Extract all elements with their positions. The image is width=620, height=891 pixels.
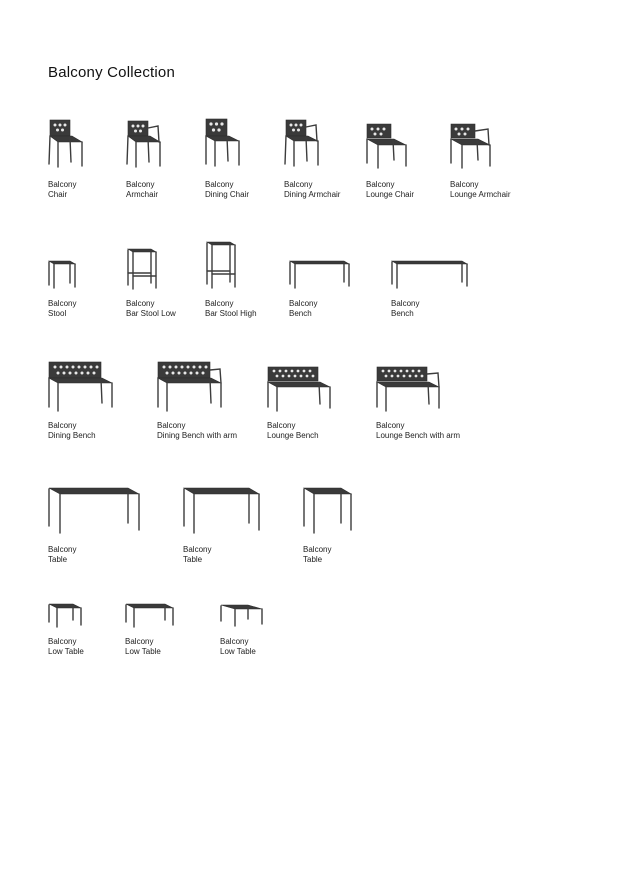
caption-bench-short [289, 299, 317, 318]
product-name: Balcony [376, 421, 405, 430]
product-name: Balcony [289, 299, 318, 308]
table-large-illustration [48, 486, 142, 536]
caption-bar-stool-low [126, 299, 176, 318]
caption-table-large [48, 545, 76, 564]
stool-illustration [48, 258, 78, 290]
product-variant: Lounge Armchair [450, 189, 511, 199]
dining-chair-illustration [205, 118, 245, 170]
caption-bar-stool-high [205, 299, 257, 318]
product-variant: Bench [289, 308, 312, 318]
product-name: Balcony [48, 545, 77, 554]
product-name: Balcony [391, 299, 420, 308]
caption-lounge-bench-arm [376, 421, 460, 440]
caption-low-table-square [220, 637, 256, 656]
product-variant: Lounge Bench with arm [376, 430, 461, 440]
caption-low-table-rect [125, 637, 161, 656]
bar-stool-low-illustration [126, 247, 158, 291]
product-name: Balcony [48, 180, 77, 189]
caption-lounge-armchair [450, 180, 510, 199]
product-variant: Dining Armchair [284, 189, 341, 199]
product-variant: Table [48, 554, 68, 564]
product-name: Balcony [126, 180, 155, 189]
product-variant: Stool [48, 308, 67, 318]
lounge-bench-arm-illustration [376, 365, 442, 413]
product-variant: Table [303, 554, 323, 564]
caption-armchair [126, 180, 158, 199]
product-name: Balcony [284, 180, 313, 189]
product-name: Balcony [48, 299, 77, 308]
dining-bench-illustration [48, 361, 116, 413]
caption-dining-bench-arm [157, 421, 237, 440]
caption-lounge-chair [366, 180, 414, 199]
product-name: Balcony [157, 421, 186, 430]
table-square-illustration [303, 486, 355, 536]
product-variant: Chair [48, 189, 68, 199]
product-variant: Dining Bench [48, 430, 96, 440]
low-table-square-illustration [220, 602, 266, 630]
product-name: Balcony [205, 180, 234, 189]
product-name: Balcony [450, 180, 479, 189]
table-medium-illustration [183, 486, 263, 536]
product-name: Balcony [303, 545, 332, 554]
product-variant: Dining Bench with arm [157, 430, 238, 440]
low-table-rect-illustration [125, 602, 177, 630]
product-name: Balcony [126, 299, 155, 308]
page-title: Balcony Collection [48, 64, 175, 81]
lounge-chair-illustration [366, 118, 412, 170]
bar-stool-high-illustration [205, 240, 237, 290]
low-table-small-illustration [48, 602, 84, 630]
dining-bench-arm-illustration [157, 361, 225, 413]
product-variant: Bench [391, 308, 414, 318]
product-name: Balcony [183, 545, 212, 554]
product-variant: Bar Stool High [205, 308, 257, 318]
bench-short-illustration [289, 258, 351, 290]
product-variant: Low Table [125, 646, 161, 656]
caption-dining-bench [48, 421, 96, 440]
product-name: Balcony [205, 299, 234, 308]
product-variant: Lounge Chair [366, 189, 415, 199]
product-name: Balcony [125, 637, 154, 646]
lounge-bench-illustration [267, 365, 333, 413]
bench-long-illustration [391, 258, 469, 290]
product-name: Balcony [267, 421, 296, 430]
product-variant: Lounge Bench [267, 430, 319, 440]
dining-armchair-illustration [284, 118, 324, 170]
caption-stool [48, 299, 76, 318]
caption-table-square [303, 545, 331, 564]
product-name: Balcony [220, 637, 249, 646]
caption-table-medium [183, 545, 211, 564]
caption-bench-long [391, 299, 419, 318]
product-variant: Bar Stool Low [126, 308, 176, 318]
caption-chair [48, 180, 76, 199]
product-name: Balcony [48, 637, 77, 646]
lounge-armchair-illustration [450, 118, 496, 170]
caption-dining-chair [205, 180, 249, 199]
product-variant: Low Table [220, 646, 256, 656]
product-variant: Table [183, 554, 203, 564]
product-name: Balcony [366, 180, 395, 189]
product-variant: Low Table [48, 646, 84, 656]
caption-lounge-bench [267, 421, 319, 440]
product-name: Balcony [48, 421, 77, 430]
caption-low-table-small [48, 637, 84, 656]
armchair-illustration [126, 118, 166, 170]
product-variant: Dining Chair [205, 189, 250, 199]
chair-illustration [48, 118, 88, 170]
product-variant: Armchair [126, 189, 159, 199]
caption-dining-armchair [284, 180, 340, 199]
